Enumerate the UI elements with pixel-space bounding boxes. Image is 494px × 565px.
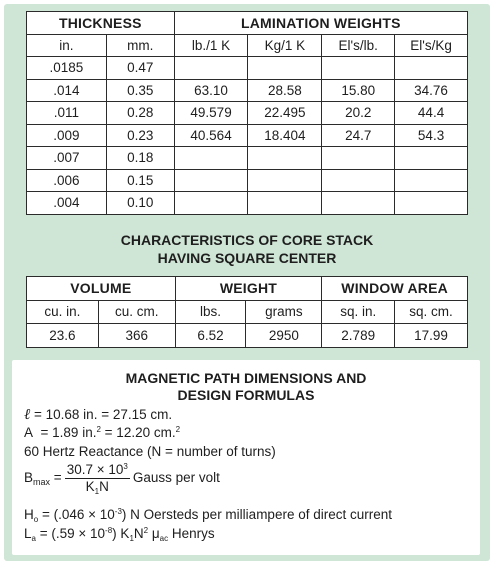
table-cell <box>322 147 395 170</box>
la-unit: Henrys <box>168 526 215 541</box>
column-header: cu. in. <box>27 300 99 324</box>
lamination-table <box>26 11 468 215</box>
table-cell <box>322 57 395 80</box>
ho-description: ) N Oersteds per milliampere of direct current <box>121 507 392 522</box>
reactance-line: 60 Hertz Reactance (N = number of turns) <box>24 444 276 459</box>
lamination-column-header-row <box>27 34 468 57</box>
la-subscript: a <box>31 534 36 543</box>
la-k: ) K <box>112 526 130 541</box>
table-cell <box>248 57 322 80</box>
column-header: sq. cm. <box>395 300 468 324</box>
table-row <box>27 192 468 215</box>
table-cell: .011 <box>27 102 107 125</box>
ho-exponent: -3 <box>114 507 122 516</box>
table-cell: 34.76 <box>395 79 468 102</box>
thickness-header: THICKNESS <box>27 12 175 35</box>
table-cell: 0.15 <box>106 169 174 192</box>
table-cell <box>174 169 248 192</box>
table-cell: 0.35 <box>106 79 174 102</box>
area-value-cm: = 12.20 cm. <box>104 425 176 440</box>
table-cell: 0.28 <box>106 102 174 125</box>
table-cell: .006 <box>27 169 107 192</box>
table-cell <box>248 169 322 192</box>
core-stack-title-line2: HAVING SQUARE CENTER <box>157 250 337 266</box>
area-line <box>24 425 180 441</box>
table-cell: 49.579 <box>174 102 248 125</box>
formulas-title-line2: DESIGN FORMULAS <box>177 387 315 403</box>
table-cell: 20.2 <box>322 102 395 125</box>
table-cell: 22.495 <box>248 102 322 125</box>
bmax-numerator-exponent: 3 <box>123 462 128 471</box>
column-header: lbs. <box>175 300 246 324</box>
column-header: cu. cm. <box>98 300 175 324</box>
column-header: mm. <box>106 34 174 57</box>
weight-header: WEIGHT <box>175 277 322 301</box>
table-cell <box>174 192 248 215</box>
la-equation: = (.59 × 10 <box>39 526 106 541</box>
table-cell: 2.789 <box>322 324 395 348</box>
bmax-denominator <box>65 479 130 494</box>
table-row <box>27 79 468 102</box>
bmax-subscript: max <box>33 477 51 488</box>
column-header: lb./1 K <box>174 34 248 57</box>
area-symbol: A <box>24 425 34 440</box>
column-header: in. <box>27 34 107 57</box>
bmax-numerator <box>65 463 130 479</box>
table-cell: .014 <box>27 79 107 102</box>
path-length-value: = 10.68 in. = 27.15 cm. <box>34 407 173 422</box>
bmax-denominator-k: K <box>85 479 95 494</box>
table-cell: 0.18 <box>106 147 174 170</box>
la-formula <box>24 526 215 542</box>
table-row <box>27 102 468 125</box>
bmax-equals: = <box>53 470 62 486</box>
ho-equation: = (.046 × 10 <box>41 507 115 522</box>
table-cell: .009 <box>27 124 107 147</box>
column-header: sq. in. <box>322 300 395 324</box>
formulas-title-line1: MAGNETIC PATH DIMENSIONS AND <box>125 370 367 386</box>
la-symbol: L <box>24 526 32 541</box>
table-cell: 28.58 <box>248 79 322 102</box>
table-cell: 6.52 <box>175 324 246 348</box>
table-cell: .004 <box>27 192 107 215</box>
formulas-panel <box>12 360 480 555</box>
la-n: N <box>133 526 144 541</box>
table-row <box>27 57 468 80</box>
table-row <box>27 147 468 170</box>
volume-header: VOLUME <box>27 277 176 301</box>
column-header: Kg/1 K <box>248 34 322 57</box>
table-cell <box>395 169 468 192</box>
table-cell: 2950 <box>246 324 322 348</box>
ho-subscript: o <box>33 515 39 524</box>
lamination-weights-header: LAMINATION WEIGHTS <box>174 12 467 35</box>
la-exponent: -8 <box>105 526 113 535</box>
la-mu: μ <box>148 526 160 541</box>
table-cell: 18.404 <box>248 124 322 147</box>
table-cell: 63.10 <box>174 79 248 102</box>
bmax-numerator-text: 30.7 × 10 <box>66 462 124 477</box>
column-header: grams <box>246 300 322 324</box>
table-cell <box>248 147 322 170</box>
table-cell: 40.564 <box>174 124 248 147</box>
core-stack-title-line1: CHARACTERISTICS OF CORE STACK <box>120 232 374 248</box>
bmax-denominator-n: N <box>99 479 109 494</box>
column-header: El's/Kg <box>395 34 468 57</box>
path-length-symbol: ℓ <box>24 405 31 423</box>
table-cell <box>322 192 395 215</box>
table-cell: 0.10 <box>106 192 174 215</box>
table-cell: 366 <box>98 324 175 348</box>
table-row <box>27 124 468 147</box>
table-cell <box>174 57 248 80</box>
table-cell <box>395 57 468 80</box>
table-cell: 17.99 <box>395 324 468 348</box>
table-row <box>27 324 468 348</box>
window-area-header: WINDOW AREA <box>322 277 468 301</box>
area-exponent-cm: 2 <box>175 425 181 434</box>
bmax-denominator-subscript: 1 <box>94 487 100 496</box>
bmax-formula <box>24 463 220 494</box>
table-cell: 24.7 <box>322 124 395 147</box>
table-cell <box>174 147 248 170</box>
table-cell: 44.4 <box>395 102 468 125</box>
core-stack-column-header-row <box>27 300 468 324</box>
ho-formula <box>24 507 392 523</box>
table-cell: 54.3 <box>395 124 468 147</box>
table-cell <box>395 192 468 215</box>
area-value-in: = 1.89 in. <box>40 425 97 440</box>
la-n-exponent: 2 <box>143 526 149 535</box>
table-cell <box>322 169 395 192</box>
ho-symbol: H <box>24 507 34 522</box>
la-mu-subscript: ac <box>159 534 169 543</box>
table-cell: 0.23 <box>106 124 174 147</box>
column-header: El's/lb. <box>322 34 395 57</box>
table-cell: 23.6 <box>27 324 99 348</box>
bmax-unit: Gauss per volt <box>132 470 220 486</box>
area-exponent: 2 <box>96 425 101 434</box>
la-k-subscript: 1 <box>129 534 134 543</box>
lamination-group-header-row <box>27 12 468 35</box>
bmax-symbol: B <box>24 470 34 486</box>
table-cell <box>248 192 322 215</box>
core-stack-table <box>26 276 468 348</box>
bmax-fraction <box>65 463 130 494</box>
table-cell: 0.47 <box>106 57 174 80</box>
table-cell <box>395 147 468 170</box>
path-length-line <box>24 406 172 423</box>
table-cell: .0185 <box>27 57 107 80</box>
table-cell: 15.80 <box>322 79 395 102</box>
table-cell: .007 <box>27 147 107 170</box>
table-row <box>27 169 468 192</box>
core-stack-group-header-row <box>27 277 468 301</box>
